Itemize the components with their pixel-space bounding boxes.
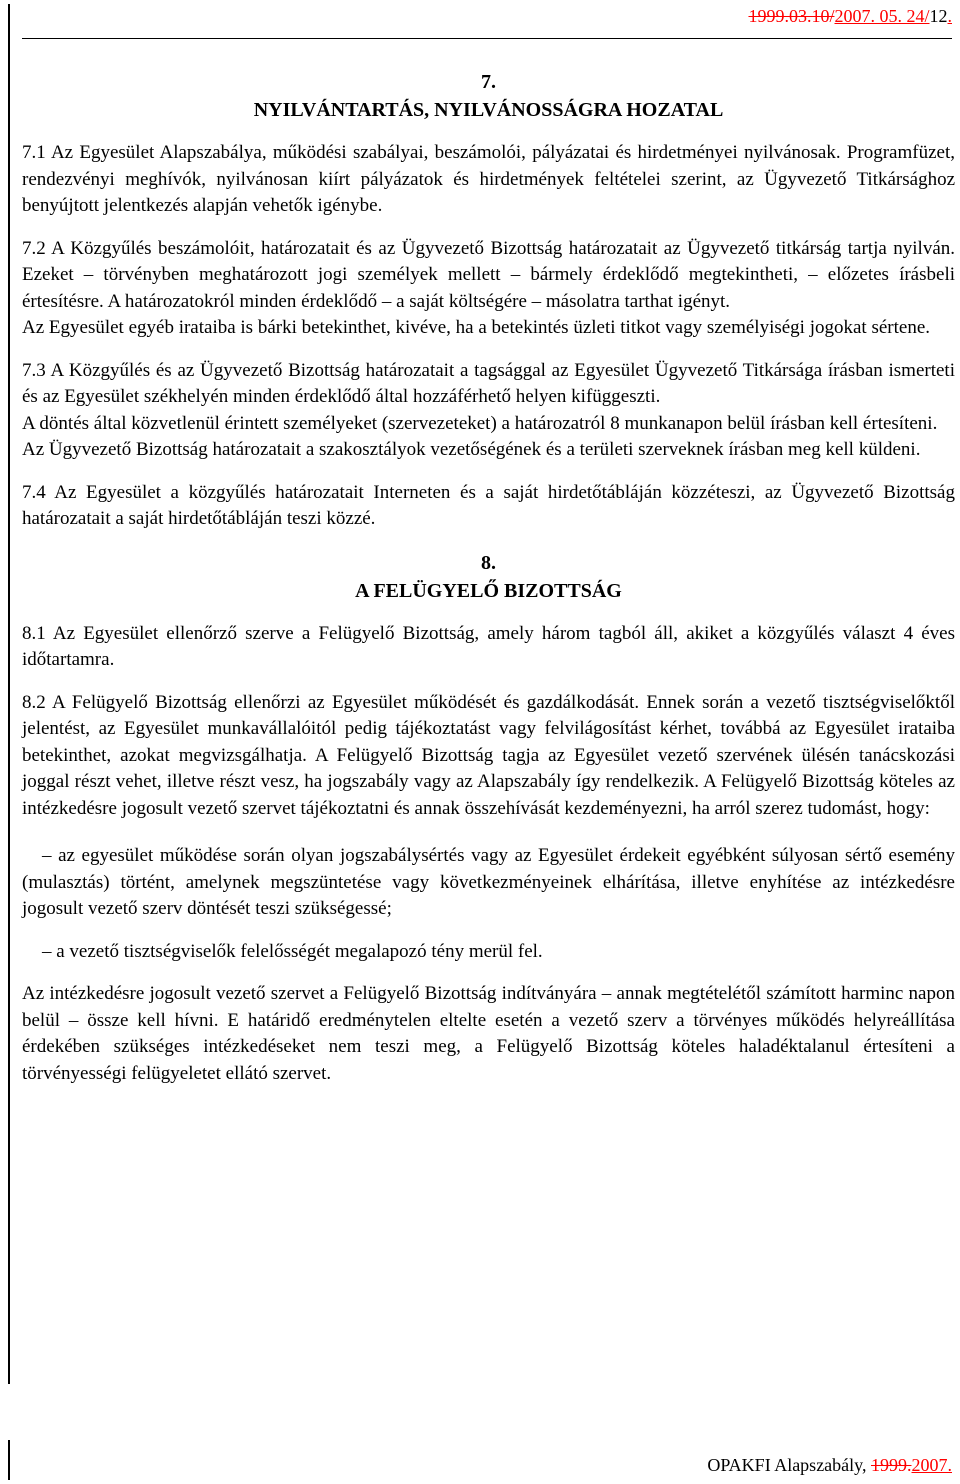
paragraph-7-1: 7.1 Az Egyesület Alapszabálya, működési szabályai, beszámolói, pályázatai és hirdetményei nyilvánosak. Programfüzet, rendezvényi meghívók, nyilvánosan kiírt pályázatok és hirdetmények feltételei szerint, az Ügyvezető Titkársághoz benyújtott jelentkezés alapján vehetők igénybe.: [22, 142, 955, 216]
page-footer: [707, 1455, 952, 1476]
spacer: [22, 220, 955, 236]
footer-new-year: 2007.: [911, 1455, 952, 1475]
footer-document-name: OPAKFI Alapszabály,: [707, 1455, 871, 1475]
section-7-number: 7.: [481, 71, 496, 93]
paragraph-7-3-c: Az Ügyvezető Bizottság határozatait a szakosztályok vezetőségének és a területi szerveknek írásban meg kell küldeni.: [22, 439, 921, 460]
revision-bar-top: [8, 4, 10, 1384]
spacer: [22, 822, 955, 838]
section-8-number: 8.: [481, 551, 496, 574]
header-new-date: 2007. 05. 24/: [834, 6, 930, 26]
page-header: [748, 6, 952, 27]
paragraph-7-2: 7.2 A Közgyűlés beszámolóit, határozatait és az Ügyvezető Bizottság határozatait az Ügyvezető titkárság tartja nyilván. Ezeket – törvényben meghatározott jogi személyek mellett – bármely érdeklődő megtekintheti, – előzetes írásbeli értesítésre. A határozatokról minden érdeklődő – a saját költségére – másolatra tarthat igényt.: [22, 237, 955, 312]
paragraph-7-2-b: Az Egyesület egyéb irataiba is bárki betekinthet, kivéve, ha a betekintés üzleti titkot vagy személyiségi jogokat sértene.: [22, 317, 931, 338]
spacer: [22, 464, 955, 480]
spacer: [22, 674, 955, 690]
footer-old-year: 1999.: [871, 1455, 912, 1475]
section-8-title: A FELÜGYELŐ BIZOTTSÁG: [355, 579, 622, 602]
spacer: [22, 605, 955, 621]
header-rule: [22, 38, 952, 39]
paragraph-7-4: 7.4 Az Egyesület a közgyűlés határozatait Interneten és a saját hirdetőtábláján közzéteszi, az Ügyvezető Bizottság határozatait a saját hirdetőtábláján teszi közzé.: [22, 481, 955, 529]
paragraph-8-2: 8.2 A Felügyelő Bizottság ellenőrzi az Egyesület működését és gazdálkodását. Ennek során a vezető tisztségviselőktől jelentést, az Egyesület munkavállalóitól pedig tájékoztatást vagy felvilágosítást kérhet, továbbá az Egyesület irataiba betekinthet, azokat megvizsgálhatja. A Felügyelő Bizottság tagja az Egyesület vezető szervének ülésén tanácskozási joggal részt vehet, illetve részt vesz, ha jogszabály vagy az Alapszabály így rendelkezik. A Felügyelő Bizottság köteles az intézkedésre jogosult vezető szervet tájékoztatni és annak összehívását kezdeményezni, ha arról szerez tudomást, hogy:: [22, 691, 955, 819]
header-old-date: 1999.03.10/: [748, 6, 835, 26]
paragraph-8-3: Az intézkedésre jogosult vezető szervet a Felügyelő Bizottság indítványára – annak megtételétől számított harminc napon belül – össze kell hívni. E határidő eredménytelen eltelte esetén a vezető szerv a törvényes működés helyreállítása érdekében szükséges intézkedéseket nem teszi meg, a Felügyelő Bizottság köteles haladéktalanul értesíteni a törvényességi felügyeletet ellátó szervet.: [22, 983, 955, 1084]
document-body: [22, 68, 955, 1087]
header-page-suffix: .: [947, 6, 952, 26]
spacer: [22, 923, 955, 939]
spacer: [22, 124, 955, 140]
header-page-number: 12: [929, 6, 948, 26]
revision-bar-bottom: [8, 1440, 10, 1480]
paragraph-7-3: 7.3 A Közgyűlés és az Ügyvezető Bizottság határozatait a tagsággal az Egyesület Ügyvezető Titkársága írásban ismerteti és az Egyesület székhelyén minden érdeklődő által hozzáférhető helyen kifüggeszti.: [22, 359, 955, 407]
bullet-item-2: – a vezető tisztségviselők felelősségét megalapozó tény merül fel.: [42, 940, 543, 962]
section-7-title: NYILVÁNTARTÁS, NYILVÁNOSSÁGRA HOZATAL: [253, 99, 724, 121]
spacer: [22, 342, 955, 358]
paragraph-8-1: 8.1 Az Egyesület ellenőrző szerve a Felügyelő Bizottság, amely három tagból áll, akiket a közgyűlés választ 4 éves időtartamra.: [22, 622, 955, 670]
bullet-item-1: – az egyesület működése során olyan jogszabálysértés vagy az Egyesület érdekeit egyébként súlyosan sértő esemény (mulasztás) történt, amelynek megszüntetése vagy következményeinek elhárítása, illetve enyhítése az intézkedésre jogosult vezető szerv döntését teszi szükségessé;: [22, 845, 955, 919]
spacer: [22, 533, 955, 549]
spacer: [22, 965, 955, 981]
paragraph-7-3-b: A döntés által közvetlenül érintett személyeket (szervezeteket) a határozatról 8 munkanapon belül írásban kell értesíteni.: [22, 412, 938, 434]
